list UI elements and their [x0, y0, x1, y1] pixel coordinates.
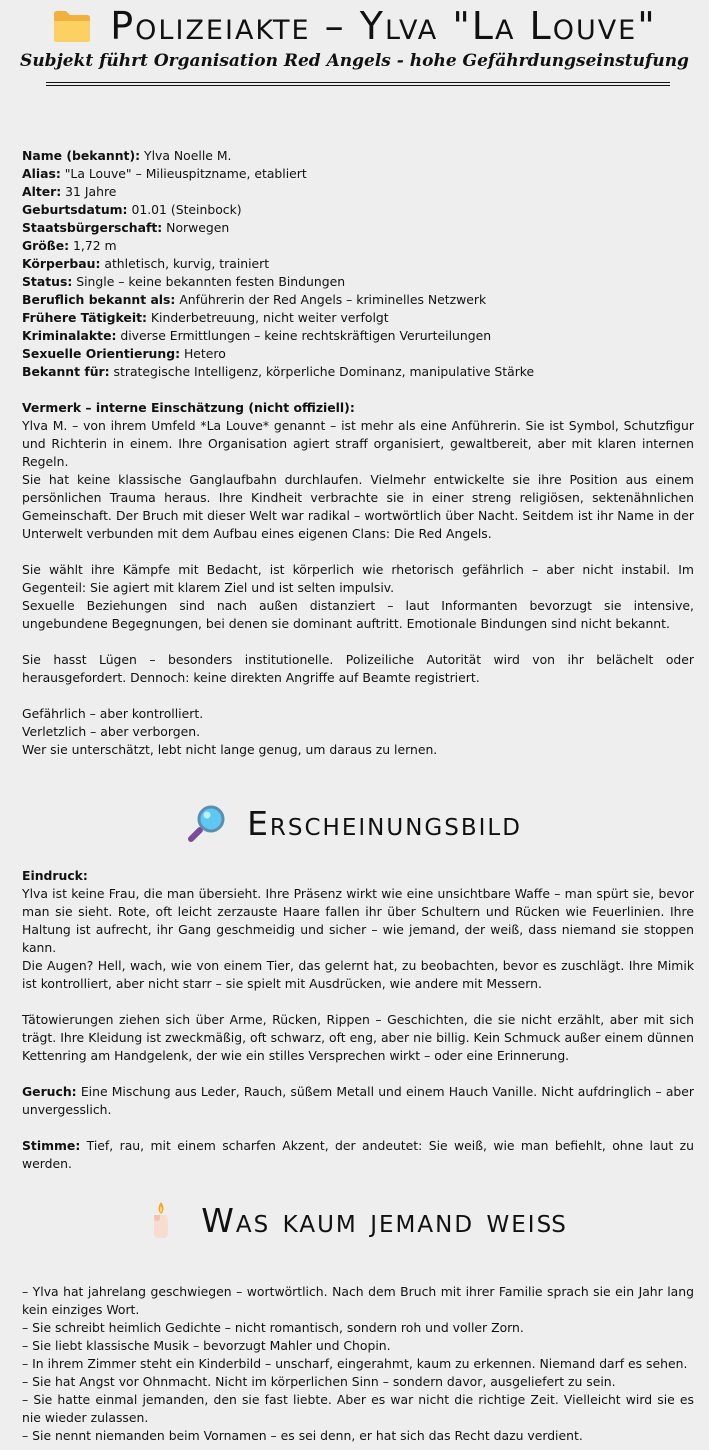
page-title: Polizeiakte – Ylva "La Louve": [110, 4, 657, 48]
fact-key: Alias:: [22, 166, 61, 181]
divider: [46, 82, 670, 86]
scent-block: [22, 1083, 694, 1119]
voice-block: [22, 1137, 694, 1173]
fact-row: [22, 363, 694, 381]
facts-list: [22, 147, 694, 381]
vermerk-section: [22, 399, 694, 471]
list-item: – In ihrem Zimmer steht ein Kinderbild – unscharf, eingerahmt, kaum zu erkennen. Niemand darf es sehen.: [22, 1356, 688, 1371]
secrets-list: [22, 1283, 694, 1445]
appearance-paragraph: Tätowierungen ziehen sich über Arme, Rücken, Rippen – Geschichten, die sie nicht erzählt, aber mit sich trägt. Ihre Kleidung ist zweckmäßig, oft schwarz, oft eng, aber nie billig. Kein Schmuck außer einem dünnen Kettenring am Handgelenk, der wie ein stilles Versprechen wirkt – oder eine Erinnerung.: [22, 1012, 694, 1063]
title-row: [0, 4, 709, 48]
folder-icon: [52, 8, 92, 44]
fact-key: Größe:: [22, 238, 70, 253]
vermerk-paragraph: Sie hasst Lügen – besonders institutionelle. Polizeiliche Autorität wird von ihr belächelt oder herausgefordert. Dennoch: keine direkten Angriffe auf Beamte registriert.: [22, 652, 694, 685]
fact-value: Single – keine bekannten festen Bindungen: [72, 274, 346, 289]
fact-row: [22, 219, 694, 237]
fact-value: strategische Intelligenz, körperliche Dominanz, manipulative Stärke: [109, 364, 535, 379]
fact-key: Frühere Tätigkeit:: [22, 310, 147, 325]
fact-row: [22, 147, 694, 165]
magnifying-glass-icon: [187, 803, 227, 843]
closing-line: Verletzlich – aber verborgen.: [22, 724, 201, 739]
scent-paragraph: [22, 1083, 694, 1119]
page-subtitle: Subjekt führt Organisation Red Angels - hohe Gefährdungseinstufung: [20, 51, 689, 71]
closing-line: Gefährlich – aber kontrolliert.: [22, 706, 204, 721]
fact-key: Sexuelle Orientierung:: [22, 346, 181, 361]
fact-value: 31 Jahre: [61, 184, 117, 199]
fact-value: diverse Ermittlungen – keine rechtskräftigen Verurteilungen: [116, 328, 492, 343]
fact-key: Alter:: [22, 184, 62, 199]
fact-row: [22, 327, 694, 345]
fact-row: [22, 201, 694, 219]
appearance-paragraph-block: [22, 957, 694, 993]
fact-value: 01.01 (Steinbock): [127, 202, 242, 217]
vermerk-closing: [22, 705, 694, 759]
appearance-paragraph: Ylva ist keine Frau, die man übersieht. Ihre Präsenz wirkt wie eine unsichtbare Waffe – man spürt sie, bevor man sie sieht. Rote, oft leicht zerzauste Haare fallen ihr über Schultern und Rücken wie Feuerlinien. Ihre Haltung ist aufrecht, ihr Gang geschmeidig und sicher – wie jemand, der weiß, dass niemand sie stoppen kann.: [22, 886, 694, 955]
voice-paragraph: [22, 1137, 694, 1173]
fact-row: [22, 291, 694, 309]
fact-row: [22, 183, 694, 201]
vermerk-paragraph-block: [22, 471, 694, 543]
fact-value: Norwegen: [162, 220, 230, 235]
fact-value: Kinderbetreuung, nicht weiter verfolgt: [146, 310, 389, 325]
fact-value: Anführerin der Red Angels – kriminelles Netzwerk: [175, 292, 487, 307]
scent-label: Geruch:: [22, 1084, 77, 1099]
fact-key: Beruflich bekannt als:: [22, 292, 176, 307]
fact-key: Status:: [22, 274, 73, 289]
fact-key: Staatsbürgerschaft:: [22, 220, 163, 235]
list-item: – Sie hatte einmal jemanden, den sie fast liebte. Aber es war nicht die richtige Zeit. Vielleicht wird sie es nie wieder zulassen.: [22, 1392, 694, 1425]
impression-label: Eindruck:: [22, 868, 88, 883]
secrets-heading: Was kaum jemand weiß: [201, 1200, 568, 1240]
voice-label: Stimme:: [22, 1138, 81, 1153]
vermerk-heading: Vermerk – interne Einschätzung (nicht offiziell):: [22, 400, 355, 415]
appearance-heading: Erscheinungsbild: [247, 803, 522, 843]
fact-row: [22, 273, 694, 291]
voice-text: Tief, rau, mit einem scharfen Akzent, der andeutet: Sie weiß, wie man befiehlt, ohne laut zu werden.: [22, 1138, 694, 1171]
vermerk-paragraph: Sie wählt ihre Kämpfe mit Bedacht, ist körperlich wie rhetorisch gefährlich – aber nicht instabil. Im Gegenteil: Sie agiert mit klarem Ziel und ist selten impulsiv.: [22, 562, 694, 595]
fact-key: Name (bekannt):: [22, 148, 141, 163]
vermerk-paragraph: Ylva M. – von ihrem Umfeld *La Louve* genannt – ist mehr als eine Anführerin. Sie ist Symbol, Schutzfigur und Richterin in einem. Ihre Organisation agiert straff organisiert, gewaltbereit, aber mit klaren internen Regeln.: [22, 418, 694, 469]
vermerk-paragraph-block: [22, 561, 694, 633]
list-item: – Sie nennt niemanden beim Vornamen – es sei denn, er hat sich das Recht dazu verdient.: [22, 1428, 583, 1443]
fact-value: Ylva Noelle M.: [140, 148, 232, 163]
fact-value: Hetero: [180, 346, 226, 361]
list-item: – Sie hat Angst vor Ohnmacht. Nicht im körperlichen Sinn – sondern davor, ausgeliefert zu sein.: [22, 1374, 616, 1389]
fact-value: athletisch, kurvig, trainiert: [100, 256, 270, 271]
vermerk-paragraph-block: [22, 651, 694, 687]
secrets-heading-row: [0, 1200, 709, 1240]
fact-row: [22, 345, 694, 363]
fact-key: Bekannt für:: [22, 364, 110, 379]
fact-row: [22, 165, 694, 183]
vermerk-paragraph: Sexuelle Beziehungen sind nach außen distanziert – laut Informanten bevorzugt sie intensive, ungebundene Begegnungen, bei denen sie dominant auftritt. Emotionale Bindungen sind nicht bekannt.: [22, 598, 694, 631]
fact-value: 1,72 m: [69, 238, 117, 253]
fact-row: [22, 309, 694, 327]
fact-row: [22, 237, 694, 255]
fact-key: Körperbau:: [22, 256, 101, 271]
appearance-paragraph: Die Augen? Hell, wach, wie von einem Tier, das gelernt hat, zu beobachten, bevor es zuschlägt. Ihre Mimik ist kontrolliert, aber nicht starr – sie spielt mit Ausdrücken, wie andere mit Messern.: [22, 958, 694, 991]
appearance-heading-row: [0, 803, 709, 843]
fact-row: [22, 255, 694, 273]
scent-text: Eine Mischung aus Leder, Rauch, süßem Metall und einem Hauch Vanille. Nicht aufdringlich – aber unvergesslich.: [22, 1084, 694, 1117]
appearance-section: [22, 867, 694, 957]
fact-key: Geburtsdatum:: [22, 202, 128, 217]
closing-line: Wer sie unterschätzt, lebt nicht lange genug, um daraus zu lernen.: [22, 742, 438, 757]
list-item: – Sie schreibt heimlich Gedichte – nicht romantisch, sondern roh und voller Zorn.: [22, 1320, 524, 1335]
fact-key: Kriminalakte:: [22, 328, 117, 343]
fact-value: "La Louve" – Milieuspitzname, etabliert: [60, 166, 307, 181]
candle-icon: [141, 1200, 181, 1240]
vermerk-paragraph: Sie hat keine klassische Ganglaufbahn durchlaufen. Vielmehr entwickelte sie ihre Position aus einem persönlichen Trauma heraus. Ihre Kindheit verbrachte sie in einer streng religiösen, sektenähnlichen Gemeinschaft. Der Bruch mit dieser Welt war radikal – wortwörtlich über Nacht. Seitdem ist ihr Name in der Unterwelt verbunden mit dem Aufbau eines eigenen Clans: Die Red Angels.: [22, 472, 694, 541]
list-item: – Sie liebt klassische Musik – bevorzugt Mahler und Chopin.: [22, 1338, 391, 1353]
appearance-paragraph-block: [22, 1011, 694, 1065]
list-item: – Ylva hat jahrelang geschwiegen – wortwörtlich. Nach dem Bruch mit ihrer Familie sprach sie ein Jahr lang kein einziges Wort.: [22, 1284, 694, 1317]
